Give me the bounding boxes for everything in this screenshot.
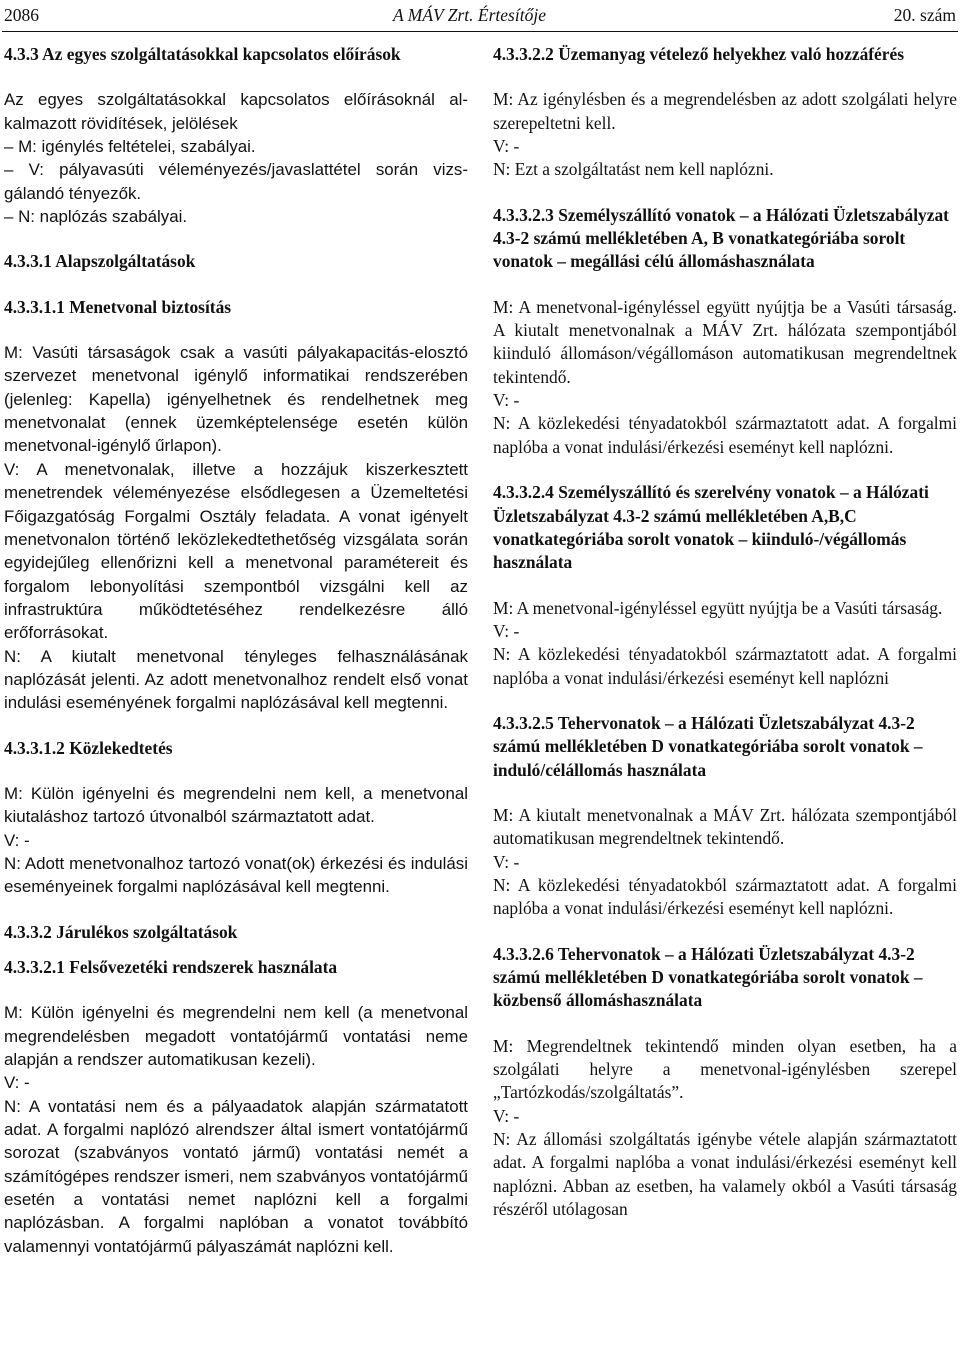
heading-4-3-3-2-4: 4.3.3.2.4 Személyszállító és szerelvény vonatok – a Hálózati Üzletszabályzat 4.3-2 számú mellékletében A,B,C vonatkategóriába sorolt vonatok – kiinduló-/végállomás használata <box>493 482 929 573</box>
heading-4-3-3: 4.3.3 Az egyes szolgáltatásokkal kapcsolatos előírások <box>4 44 401 64</box>
section-4-3-3-1-1-n: N: A kiutalt menetvonal tényleges felhasználásának naplózását jelenti. Az adott menetvonalhoz rendelt első vonat indulási eseményének forgalmi naplózásával kell megtenni. <box>4 646 468 713</box>
heading-4-3-3-2-1: 4.3.3.2.1 Felsővezetéki rendszerek használata <box>4 957 338 977</box>
heading-4-3-3-2-5: 4.3.3.2.5 Tehervonatok – a Hálózati Üzletszabályzat 4.3-2 számú mellékletében D vonatkategóriába sorolt vonatok – induló/célállomás használata <box>493 712 923 780</box>
section-4-3-3-2-5-n: N: A közlekedési tényadatokból származtatott adat. A forgalmi naplóba a vonat indulási/érkezési eseményt kell naplózni. <box>493 874 957 919</box>
section-4-3-3-2-4-n: N: A közlekedési tényadatokból származtatott adat. A forgalmi naplóba a vonat indulási/érkezési eseményt kell naplózni <box>493 644 957 688</box>
section-4-3-3-2-3-m: M: A menetvonal-igényléssel együtt nyújtja be a Vasúti társaság. A kiutalt menetvonalnak a MÁV Zrt. hálózata szempontjából kiinduló állomáson/végállomáson automatikusan megrendeltnek tekintendő. <box>493 296 957 387</box>
right-column <box>493 43 957 1221</box>
section-4-3-3-1-1-v: V: A menetvonalak, illetve a hozzájuk kiszerkesztett menetrendek véleményezése elsődlegesen a Üzemeltetési Főigazgatóság Forgalmi Osztály feladata. A vonat igényelt menetvonalon történő leközlekedtethetőség vizsgálata során egyidejűleg ellenőrizni kell a menetvonal paramétereit és forgalom lebonyolítási szempontból vizsgálni kell az infrastruktúra működtetéséhez rendelkezésre álló erőforrásokat. <box>4 459 468 643</box>
section-4-3-3-2-3-n: N: A közlekedési tényadatokból származtatott adat. A forgalmi naplóba a vonat indulási/érkezési eseményt kell naplózni. <box>493 413 957 457</box>
section-4-3-3-2-5-m: M: A kiutalt menetvonalnak a MÁV Zrt. hálózata szempontjából automatikusan megrendeltnek tekintendő. <box>493 804 957 849</box>
section-4-3-3-1-2-v: V: - <box>4 830 30 850</box>
section-4-3-3-2-1-m: M: Külön igényelni és megrendelni nem kell (a menetvonal megrendelésben megadott vontatójármű vontatási neme alapján a rendszer automatikusan kezeli). <box>4 1003 468 1070</box>
heading-4-3-3-1-1: 4.3.3.1.1 Menetvonal biztosítás <box>4 296 232 317</box>
section-4-3-3-2-6-m: M: Megrendeltnek tekintendő minden olyan esetben, ha a szolgálati helyre a menetvonal-igénylésben szerepel „Tartózkodás/szolgáltatás”. <box>493 1035 957 1103</box>
section-4-3-3-2-6-n: N: Az állomási szolgáltatás igénybe vétele alapján származtatott adat. A forgalmi naplóba a vonat indulási/érkezési eseményt kell naplózni. Abban az esetben, ha valamely okból a Vasúti társaság részéről utólagosan <box>493 1129 957 1220</box>
abbreviation-n: – N: naplózás szabályai. <box>4 207 188 227</box>
abbreviation-v: – V: pályavasúti véleményezés/javaslattétel során vizsgálandó tényezők. <box>4 160 468 203</box>
heading-4-3-3-1-2: 4.3.3.1.2 Közlekedtetés <box>4 737 173 758</box>
header-rule <box>2 31 958 32</box>
abbreviation-m: – M: igénylés feltételei, szabályai. <box>4 137 256 157</box>
abbreviations-intro: Az egyes szolgáltatásokkal kapcsolatos előírásoknál alkalmazott rövidítések, jelölések <box>4 90 468 133</box>
section-4-3-3-2-4-m: M: A menetvonal-igényléssel együtt nyújtja be a Vasúti társaság. <box>493 597 943 618</box>
left-column <box>4 43 468 1258</box>
page-header <box>0 0 960 34</box>
journal-title: A MÁV Zrt. Értesítője <box>393 5 546 25</box>
section-4-3-3-2-2-n: N: Ezt a szolgáltatást nem kell naplózni. <box>493 159 774 180</box>
heading-4-3-3-2-2: 4.3.3.2.2 Üzemanyag vételező helyekhez való hozzáférés <box>493 44 904 64</box>
issue-number: 20. szám <box>893 5 956 25</box>
section-4-3-3-2-5-v: V: - <box>493 851 520 872</box>
page-number: 2086 <box>4 5 39 25</box>
section-4-3-3-2-6-v: V: - <box>493 1105 520 1126</box>
section-4-3-3-2-3-v: V: - <box>493 390 520 411</box>
section-4-3-3-2-4-v: V: - <box>493 620 520 641</box>
section-4-3-3-1-2-n: N: Adott menetvonalhoz tartozó vonat(ok) érkezési és indulási eseményeinek forgalmi naplózásával kell megtenni. <box>4 853 468 897</box>
section-4-3-3-1-1-m: M: Vasúti társaságok csak a vasúti pályakapacitás-elosztó szervezet menetvonal igénylő informatikai rendszerében (jelenleg: Kapella) igényelhetnek és rendelhetnek meg menetvonalat (ennek üzemképtelensége esetén külön menetvonal-igénylő űrlapon). <box>4 343 468 456</box>
heading-4-3-3-2-3: 4.3.3.2.3 Személyszállító vonatok – a Hálózati Üzletszabályzat 4.3-2 számú mellékletében A, B vonatkategóriába sorolt vonatok – megállási célú állomáshasználata <box>493 204 949 272</box>
heading-4-3-3-2: 4.3.3.2 Járulékos szolgáltatások <box>4 921 238 942</box>
section-4-3-3-2-2-v: V: - <box>493 136 520 157</box>
section-4-3-3-2-2-m: M: Az igénylésben és a megrendelésben az adott szolgálati helyre szerepeltetni kell. <box>493 89 957 133</box>
section-4-3-3-2-1-v: V: - <box>4 1073 30 1093</box>
section-4-3-3-1-2-m: M: Külön igényelni és megrendelni nem kell, a menetvonal kiutaláshoz tartozó útvonalból származtatott adat. <box>4 783 468 827</box>
heading-4-3-3-2-6: 4.3.3.2.6 Tehervonatok – a Hálózati Üzletszabályzat 4.3-2 számú mellékletében D vonatkategóriába sorolt vonatok – közbenső állomáshasználata <box>493 943 923 1011</box>
heading-4-3-3-1: 4.3.3.1 Alapszolgáltatások <box>4 251 196 272</box>
section-4-3-3-2-1-n: N: A vontatási nem és a pályaadatok alapján szármatatott adat. A forgalmi naplózó alrendszer által ismert vontatójármű sorozat (szabványos vontató jármű) vontatási nemét a számítógépes rendszer ismeri, nem szabványos vontatójármű esetén a vontatási nemet naplózni kell a forgalmi naplózásban. A forgalmi naplóban a vonatot továbbító valamennyi vontatójármű pályaszámát naplózni kell. <box>4 1096 468 1256</box>
